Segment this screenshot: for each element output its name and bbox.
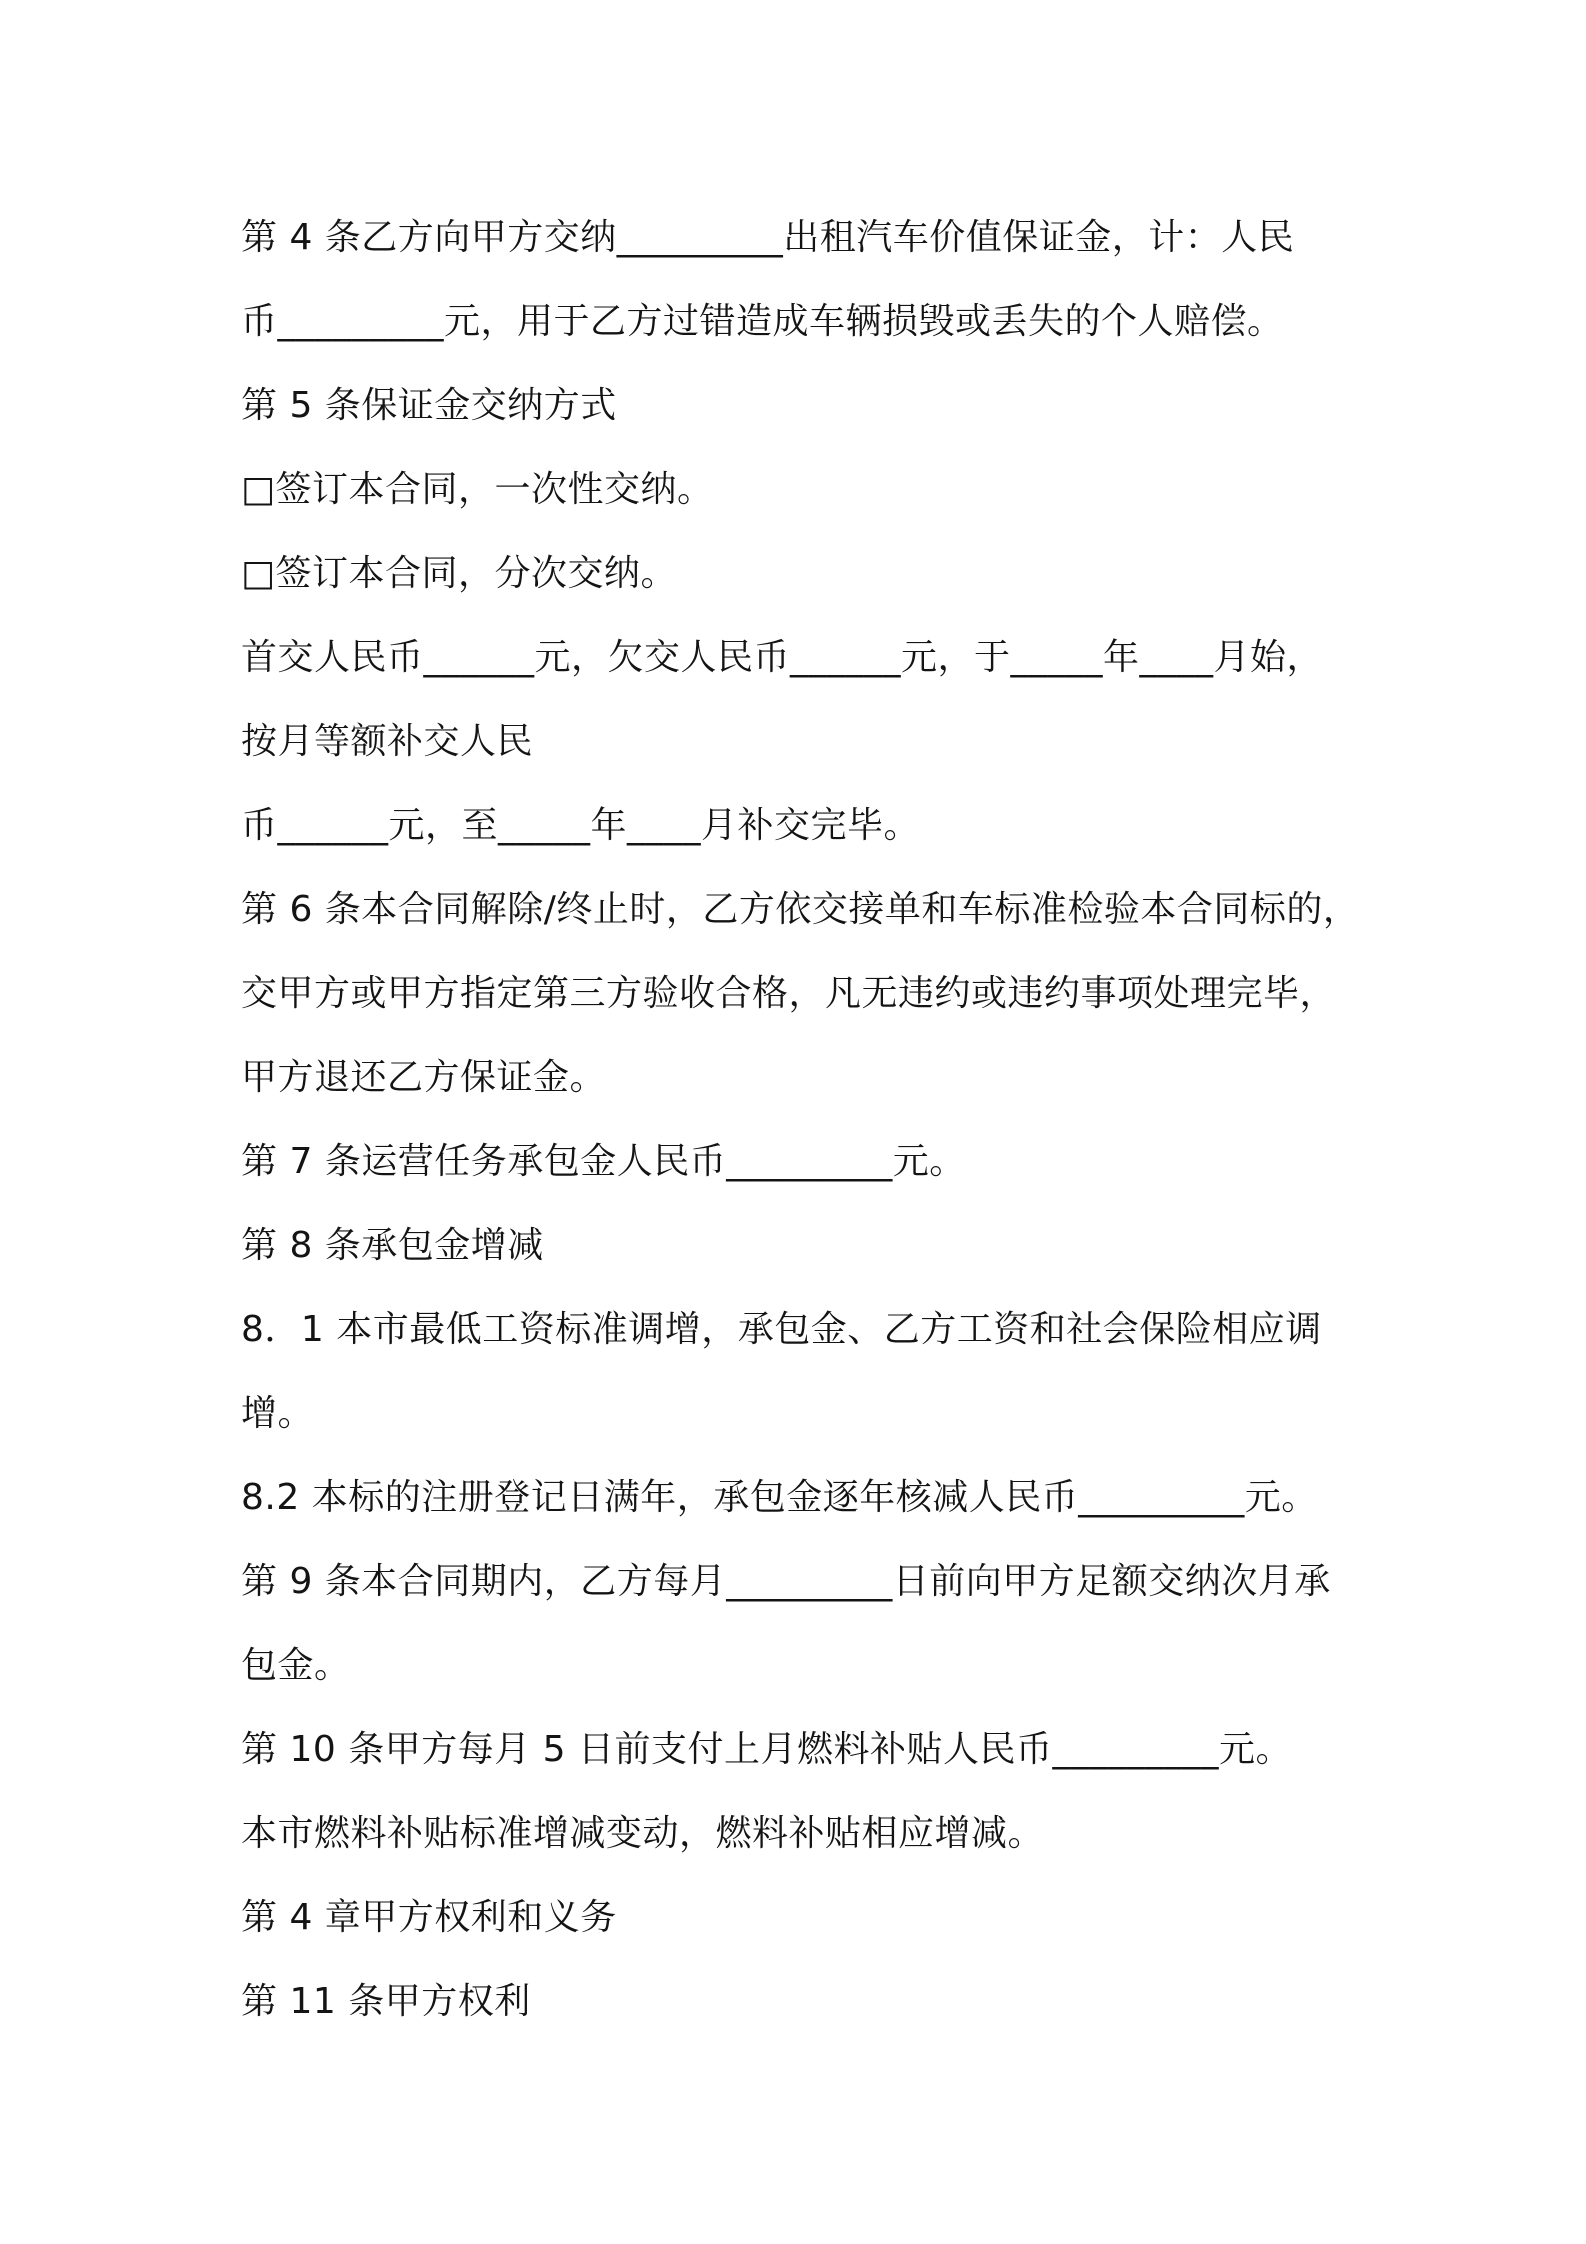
text-line: □签订本合同，分次交纳。 [241, 553, 678, 594]
text-line: 第 8 条承包金增减 [241, 1225, 544, 1266]
text-line: 8．1 本市最低工资标准调增，承包金、乙方工资和社会保险相应调 [241, 1309, 1322, 1350]
text-line: 交甲方或甲方指定第三方验收合格，凡无违约或违约事项处理完毕， [241, 973, 1337, 1014]
text-line: 按月等额补交人民 [241, 721, 534, 762]
text-line: □签订本合同，一次性交纳。 [241, 469, 714, 510]
text-line: 包金。 [241, 1645, 351, 1686]
text-line: 第 6 条本合同解除/终止时，乙方依交接单和车标准检验本合同标的， [241, 889, 1360, 930]
text-line: 第 10 条甲方每月 5 日前支付上月燃料补贴人民币_________元。 [241, 1729, 1292, 1770]
text-line: 币_________元，用于乙方过错造成车辆损毁或丢失的个人赔偿。 [241, 301, 1284, 342]
text-line: 第 11 条甲方权利 [241, 1981, 531, 2022]
text-line: 本市燃料补贴标准增减变动，燃料补贴相应增减。 [241, 1813, 1045, 1854]
text-line: 8.2 本标的注册登记日满年，承包金逐年核减人民币_________元。 [241, 1477, 1318, 1518]
text-line: 第 9 条本合同期内，乙方每月_________日前向甲方足额交纳次月承 [241, 1561, 1331, 1602]
text-line: 第 5 条保证金交纳方式 [241, 385, 617, 426]
text-line: 第 7 条运营任务承包金人民币_________元。 [241, 1141, 966, 1182]
text-line: 增。 [241, 1393, 315, 1434]
text-line: 第 4 条乙方向甲方交纳_________出租汽车价值保证金，计：人民 [241, 217, 1295, 258]
text-line: 第 4 章甲方权利和义务 [241, 1897, 617, 1938]
text-line: 甲方退还乙方保证金。 [241, 1057, 607, 1098]
document-body [241, 196, 1361, 2044]
text-line: 币______元，至_____年____月补交完毕。 [241, 805, 921, 846]
text-line: 首交人民币______元，欠交人民币______元，于_____年____月始， [241, 637, 1324, 678]
